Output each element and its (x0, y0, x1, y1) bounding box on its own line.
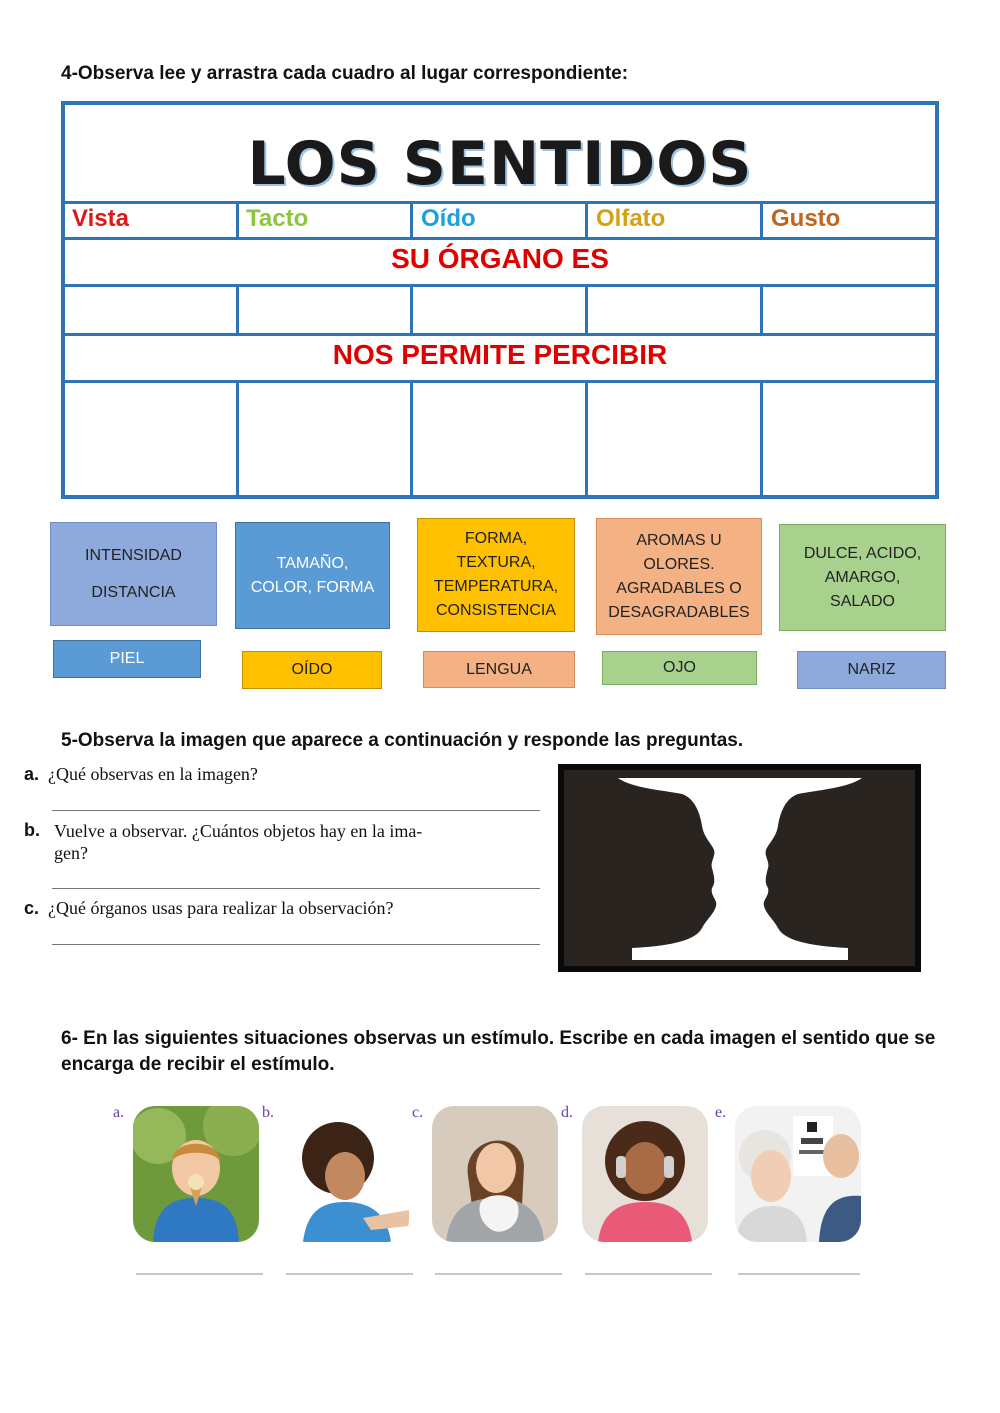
question-c: c. ¿Qué órganos usas para realizar la observación? (24, 898, 394, 918)
answer-line-photo-d[interactable] (585, 1273, 712, 1275)
answer-line-c[interactable] (52, 944, 540, 945)
answer-line-photo-b[interactable] (286, 1273, 413, 1275)
question-a: a. ¿Qué observas en la imagen? (24, 764, 258, 784)
answer-line-photo-a[interactable] (136, 1273, 263, 1275)
table-title: LOS SENTIDOS (247, 129, 753, 199)
perceive-dropzone-olfato[interactable] (588, 383, 760, 495)
organ-card[interactable]: OJO (602, 651, 757, 685)
organ-card[interactable]: OÍDO (242, 651, 382, 689)
answer-line-photo-e[interactable] (738, 1273, 860, 1275)
sense-vista: Vista (72, 205, 129, 232)
photo-eye-exam (735, 1106, 861, 1242)
answer-line-b[interactable] (52, 888, 540, 889)
section4-heading: 4-Observa lee y arrastra cada cuadro al lugar correspondiente: (61, 63, 629, 84)
answer-line-photo-c[interactable] (435, 1273, 562, 1275)
organ-card[interactable]: PIEL (53, 640, 201, 678)
question-b: b. Vuelve a observar. ¿Cuántos objetos hay en la ima- gen? (24, 820, 423, 863)
perceive-dropzone-vista[interactable] (65, 383, 236, 495)
perceive-card[interactable]: AROMAS U OLORES. AGRADABLES O DESAGRADABLES (596, 518, 762, 635)
perceive-dropzone-oido[interactable] (413, 383, 585, 495)
perceive-dropzone-tacto[interactable] (239, 383, 410, 495)
perceive-card[interactable]: TAMAÑO, COLOR, FORMA (235, 522, 390, 629)
sense-tacto: Tacto (246, 205, 309, 232)
photo-letter-d: d. (561, 1104, 573, 1121)
photo-letter-a: a. (113, 1104, 125, 1121)
organ-dropzone-tacto[interactable] (239, 287, 410, 333)
photo-boy-eating-ice-cream (133, 1106, 259, 1242)
photo-letter-e: e. (715, 1104, 727, 1121)
perceive-card[interactable]: DULCE, ACIDO, AMARGO, SALADO (779, 524, 946, 631)
photo-letter-b: b. (262, 1104, 274, 1121)
rubin-vase-image (558, 764, 921, 972)
section5-heading: 5-Observa la imagen que aparece a continuación y responde las preguntas. (61, 730, 744, 751)
sense-olfato: Olfato (596, 205, 666, 232)
photo-child-skin-touch (283, 1106, 409, 1242)
photo-letter-c: c. (412, 1104, 424, 1121)
section6-heading: 6- En las siguientes situaciones observas un estímulo. Escribe en cada imagen el sentido que se encarga de recibir el estímulo. (61, 1028, 936, 1075)
organ-dropzone-olfato[interactable] (588, 287, 760, 333)
sense-oido: Oído (421, 205, 476, 232)
photo-woman-smelling-clothes (432, 1106, 558, 1242)
perceive-row-label: NOS PERMITE PERCIBIR (332, 339, 668, 370)
perceive-dropzone-gusto[interactable] (763, 383, 935, 495)
organ-card[interactable]: NARIZ (797, 651, 946, 689)
organ-row-label: SU ÓRGANO ES (391, 243, 609, 274)
sense-gusto: Gusto (771, 205, 841, 232)
senses-table (61, 101, 939, 499)
organ-dropzone-vista[interactable] (65, 287, 236, 333)
perceive-card[interactable]: FORMA, TEXTURA, TEMPERATURA, CONSISTENCIA (417, 518, 575, 632)
organ-dropzone-gusto[interactable] (763, 287, 935, 333)
organ-dropzone-oido[interactable] (413, 287, 585, 333)
organ-card[interactable]: LENGUA (423, 651, 575, 688)
answer-line-a[interactable] (52, 810, 540, 811)
perceive-card[interactable]: INTENSIDAD DISTANCIA (50, 522, 217, 626)
photo-girl-headphones (582, 1106, 708, 1242)
